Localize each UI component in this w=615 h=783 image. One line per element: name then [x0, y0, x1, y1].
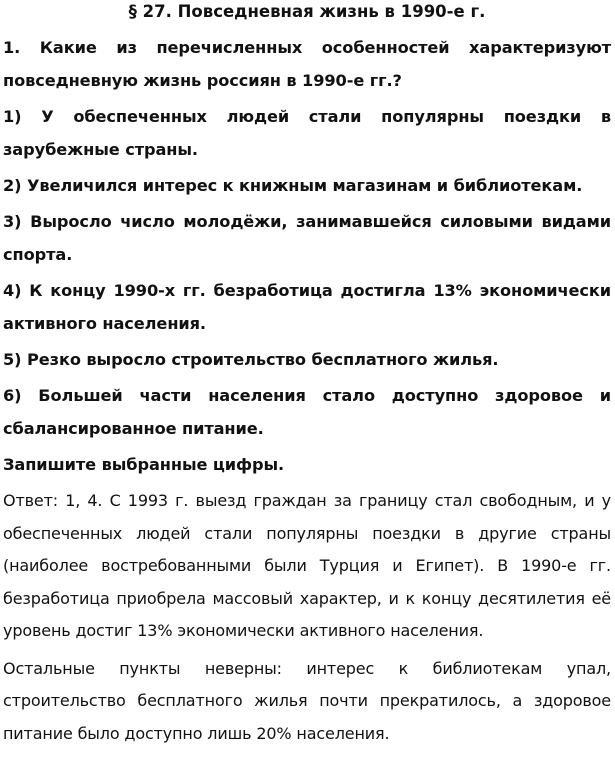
option-1: 1) У обеспеченных людей стали популярны поездки в зарубежные страны. [3, 107, 611, 159]
question-text: 1. Какие из перечисленных особенностей характеризуют повседневную жизнь россиян в 1990-е гг.? [3, 38, 611, 90]
section-title: § 27. Повседневная жизнь в 1990-е г. [128, 2, 486, 21]
option-4: 4) К концу 1990-х гг. безработица достигла 13% экономически активного населения. [3, 281, 611, 333]
option-3: 3) Выросло число молодёжи, занимавшейся силовыми видами спорта. [3, 212, 611, 264]
option-5: 5) Резко выросло строительство бесплатного жилья. [3, 350, 499, 369]
option-6: 6) Большей части населения стало доступно здоровое и сбалансированное питание. [3, 386, 611, 438]
answer-paragraph-1: Ответ: 1, 4. С 1993 г. выезд граждан за границу стал свободным, и у обеспеченных людей стали популярны поездки в другие страны (наиболее востребованными были Турция и Египет). В 1990-е гг. безработица приобрела массовый характер, и к концу десятилетия её уровень достиг 13% экономически активного населения. [3, 491, 611, 640]
answer-paragraph-2: Остальные пункты неверны: интерес к библиотекам упал, строительство бесплатного жилья почти прекратилось, а здоровое питание было доступно лишь 20% населения. [3, 658, 611, 743]
instruction-text: Запишите выбранные цифры. [3, 455, 285, 474]
option-2: 2) Увеличился интерес к книжным магазинам и библиотекам. [3, 176, 583, 195]
